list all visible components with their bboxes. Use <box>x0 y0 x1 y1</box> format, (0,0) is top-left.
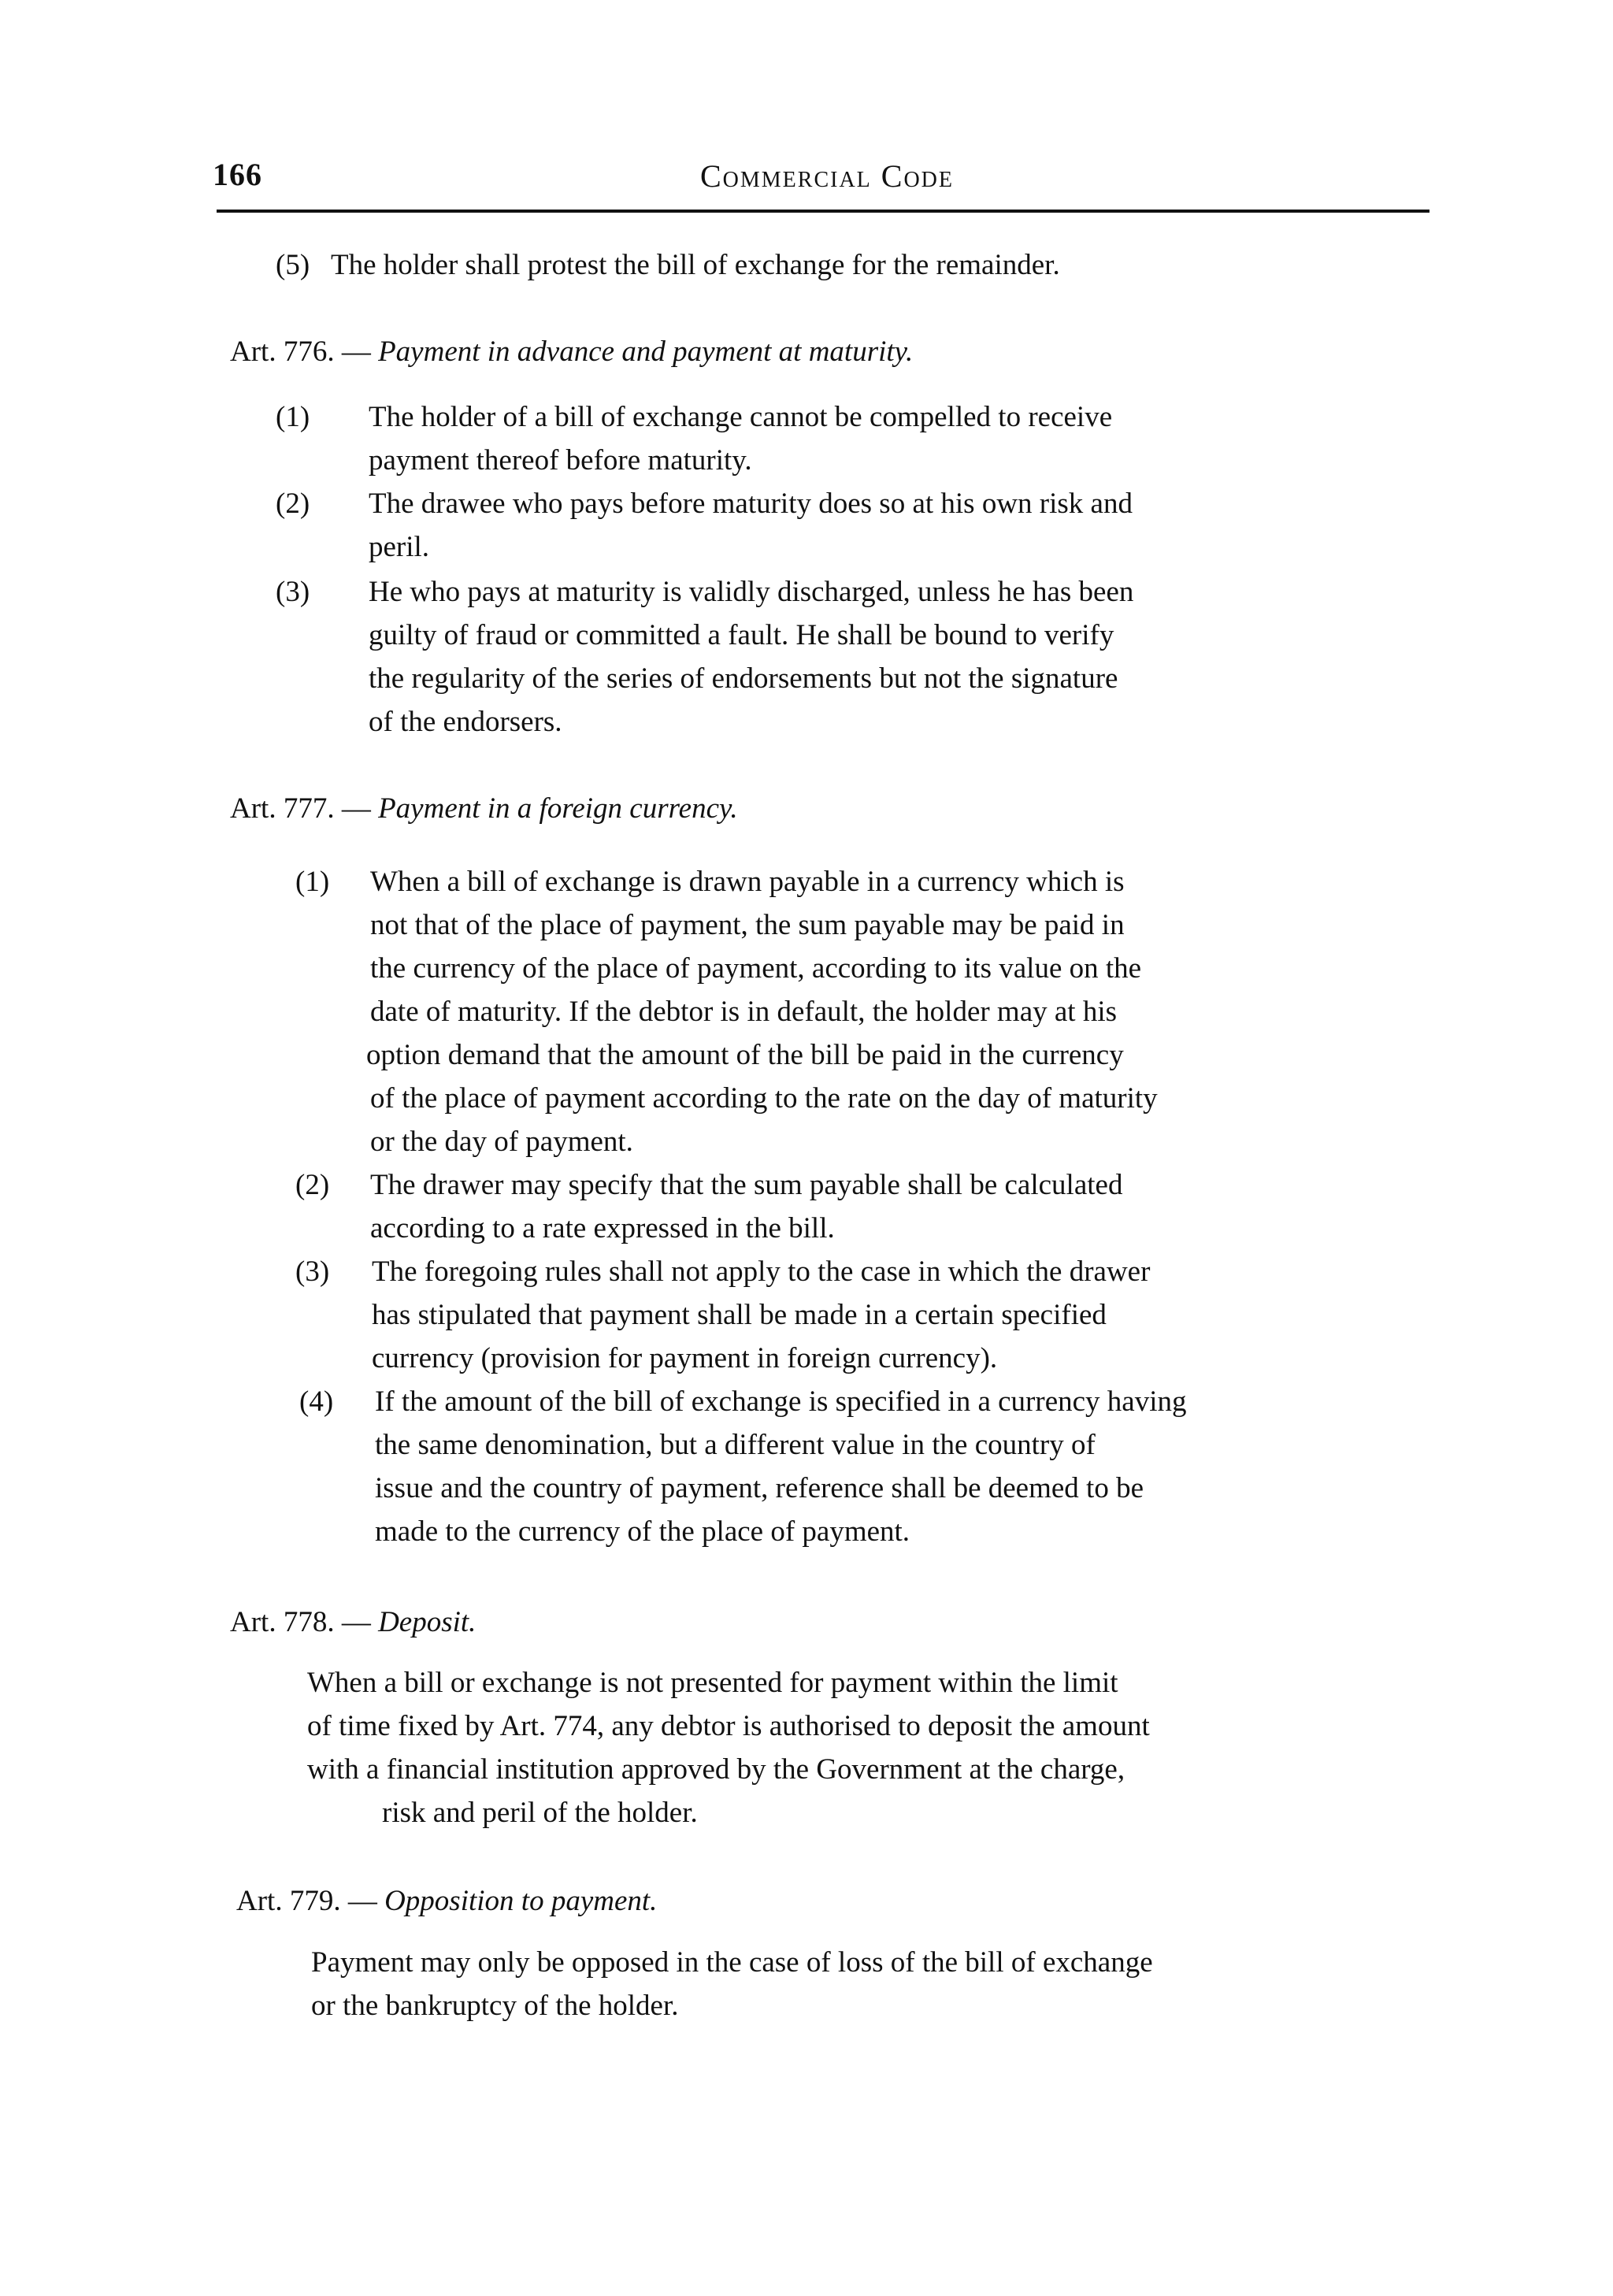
article-heading-779 <box>236 1884 657 1919</box>
text-line: of the endorsers. <box>369 706 562 738</box>
paragraph-number: (1) <box>276 401 310 433</box>
article-label: Art. 778. — <box>230 1606 371 1638</box>
text-line: payment thereof before maturity. <box>369 444 752 477</box>
text-line: or the bankruptcy of the holder. <box>311 1990 679 2022</box>
article-title: Payment in advance and payment at maturity. <box>378 336 914 368</box>
text-line: peril. <box>369 531 430 563</box>
text-line: of time fixed by Art. 774, any debtor is authorised to deposit the amount <box>307 1710 1150 1742</box>
text-line: If the amount of the bill of exchange is specified in a currency having <box>375 1385 1187 1418</box>
article-title: Deposit. <box>378 1606 476 1638</box>
text-line: He who pays at maturity is validly discharged, unless he has been <box>369 576 1134 608</box>
text-line: Payment may only be opposed in the case of loss of the bill of exchange <box>311 1946 1153 1979</box>
text-line: with a financial institution approved by the Government at the charge, <box>307 1753 1125 1786</box>
text-line: not that of the place of payment, the sum payable may be paid in <box>370 909 1125 941</box>
paragraph-number: (5) <box>276 249 310 281</box>
text-line: risk and peril of the holder. <box>382 1797 698 1829</box>
text-line: The drawee who pays before maturity does so at his own risk and <box>369 488 1133 520</box>
paragraph-number: (2) <box>276 488 310 520</box>
text-line: The foregoing rules shall not apply to the case in which the drawer <box>372 1256 1151 1288</box>
text-line: of the place of payment according to the rate on the day of maturity <box>370 1082 1158 1115</box>
article-heading-778 <box>230 1605 476 1640</box>
article-title: Payment in a foreign currency. <box>378 792 738 825</box>
text-line: according to a rate expressed in the bill. <box>370 1212 835 1244</box>
text-line: The holder of a bill of exchange cannot be compelled to receive <box>369 401 1113 433</box>
text-line: the regularity of the series of endorsements but not the signature <box>369 662 1118 695</box>
running-title: Commercial Code <box>699 158 955 194</box>
article-label: Art. 776. — <box>230 336 371 368</box>
article-heading-777 <box>230 792 738 826</box>
text-line: issue and the country of payment, reference shall be deemed to be <box>375 1472 1144 1504</box>
article-heading-776 <box>230 335 913 369</box>
text-line: option demand that the amount of the bill be paid in the currency <box>366 1039 1124 1071</box>
paragraph-number: (3) <box>276 576 310 608</box>
article-title: Opposition to payment. <box>384 1885 658 1917</box>
text-line: currency (provision for payment in foreign currency). <box>372 1342 998 1374</box>
text-line: guilty of fraud or committed a fault. He shall be bound to verify <box>369 619 1114 651</box>
page-number: 166 <box>213 157 262 192</box>
text-line: the same denomination, but a different value in the country of <box>375 1429 1096 1461</box>
text-line: When a bill of exchange is drawn payable in a currency which is <box>370 866 1125 898</box>
article-label: Art. 779. — <box>236 1885 377 1917</box>
text-line: or the day of payment. <box>370 1126 633 1158</box>
text-line: made to the currency of the place of payment. <box>375 1515 910 1548</box>
paragraph-number: (3) <box>295 1256 330 1288</box>
text-line: The drawer may specify that the sum payable shall be calculated <box>370 1169 1123 1201</box>
header-rule <box>217 210 1429 213</box>
text-line: the currency of the place of payment, according to its value on the <box>370 952 1142 985</box>
paragraph-number: (4) <box>299 1385 334 1418</box>
paragraph-number: (2) <box>295 1169 330 1201</box>
paragraph-number: (1) <box>295 866 330 898</box>
text-line: The holder shall protest the bill of exchange for the remainder. <box>331 249 1060 281</box>
page-header <box>213 150 1441 213</box>
text-line: has stipulated that payment shall be made in a certain specified <box>372 1299 1107 1331</box>
text-line: When a bill or exchange is not presented for payment within the limit <box>307 1667 1118 1699</box>
article-label: Art. 777. — <box>230 792 371 825</box>
text-line: date of maturity. If the debtor is in default, the holder may at his <box>370 996 1118 1028</box>
